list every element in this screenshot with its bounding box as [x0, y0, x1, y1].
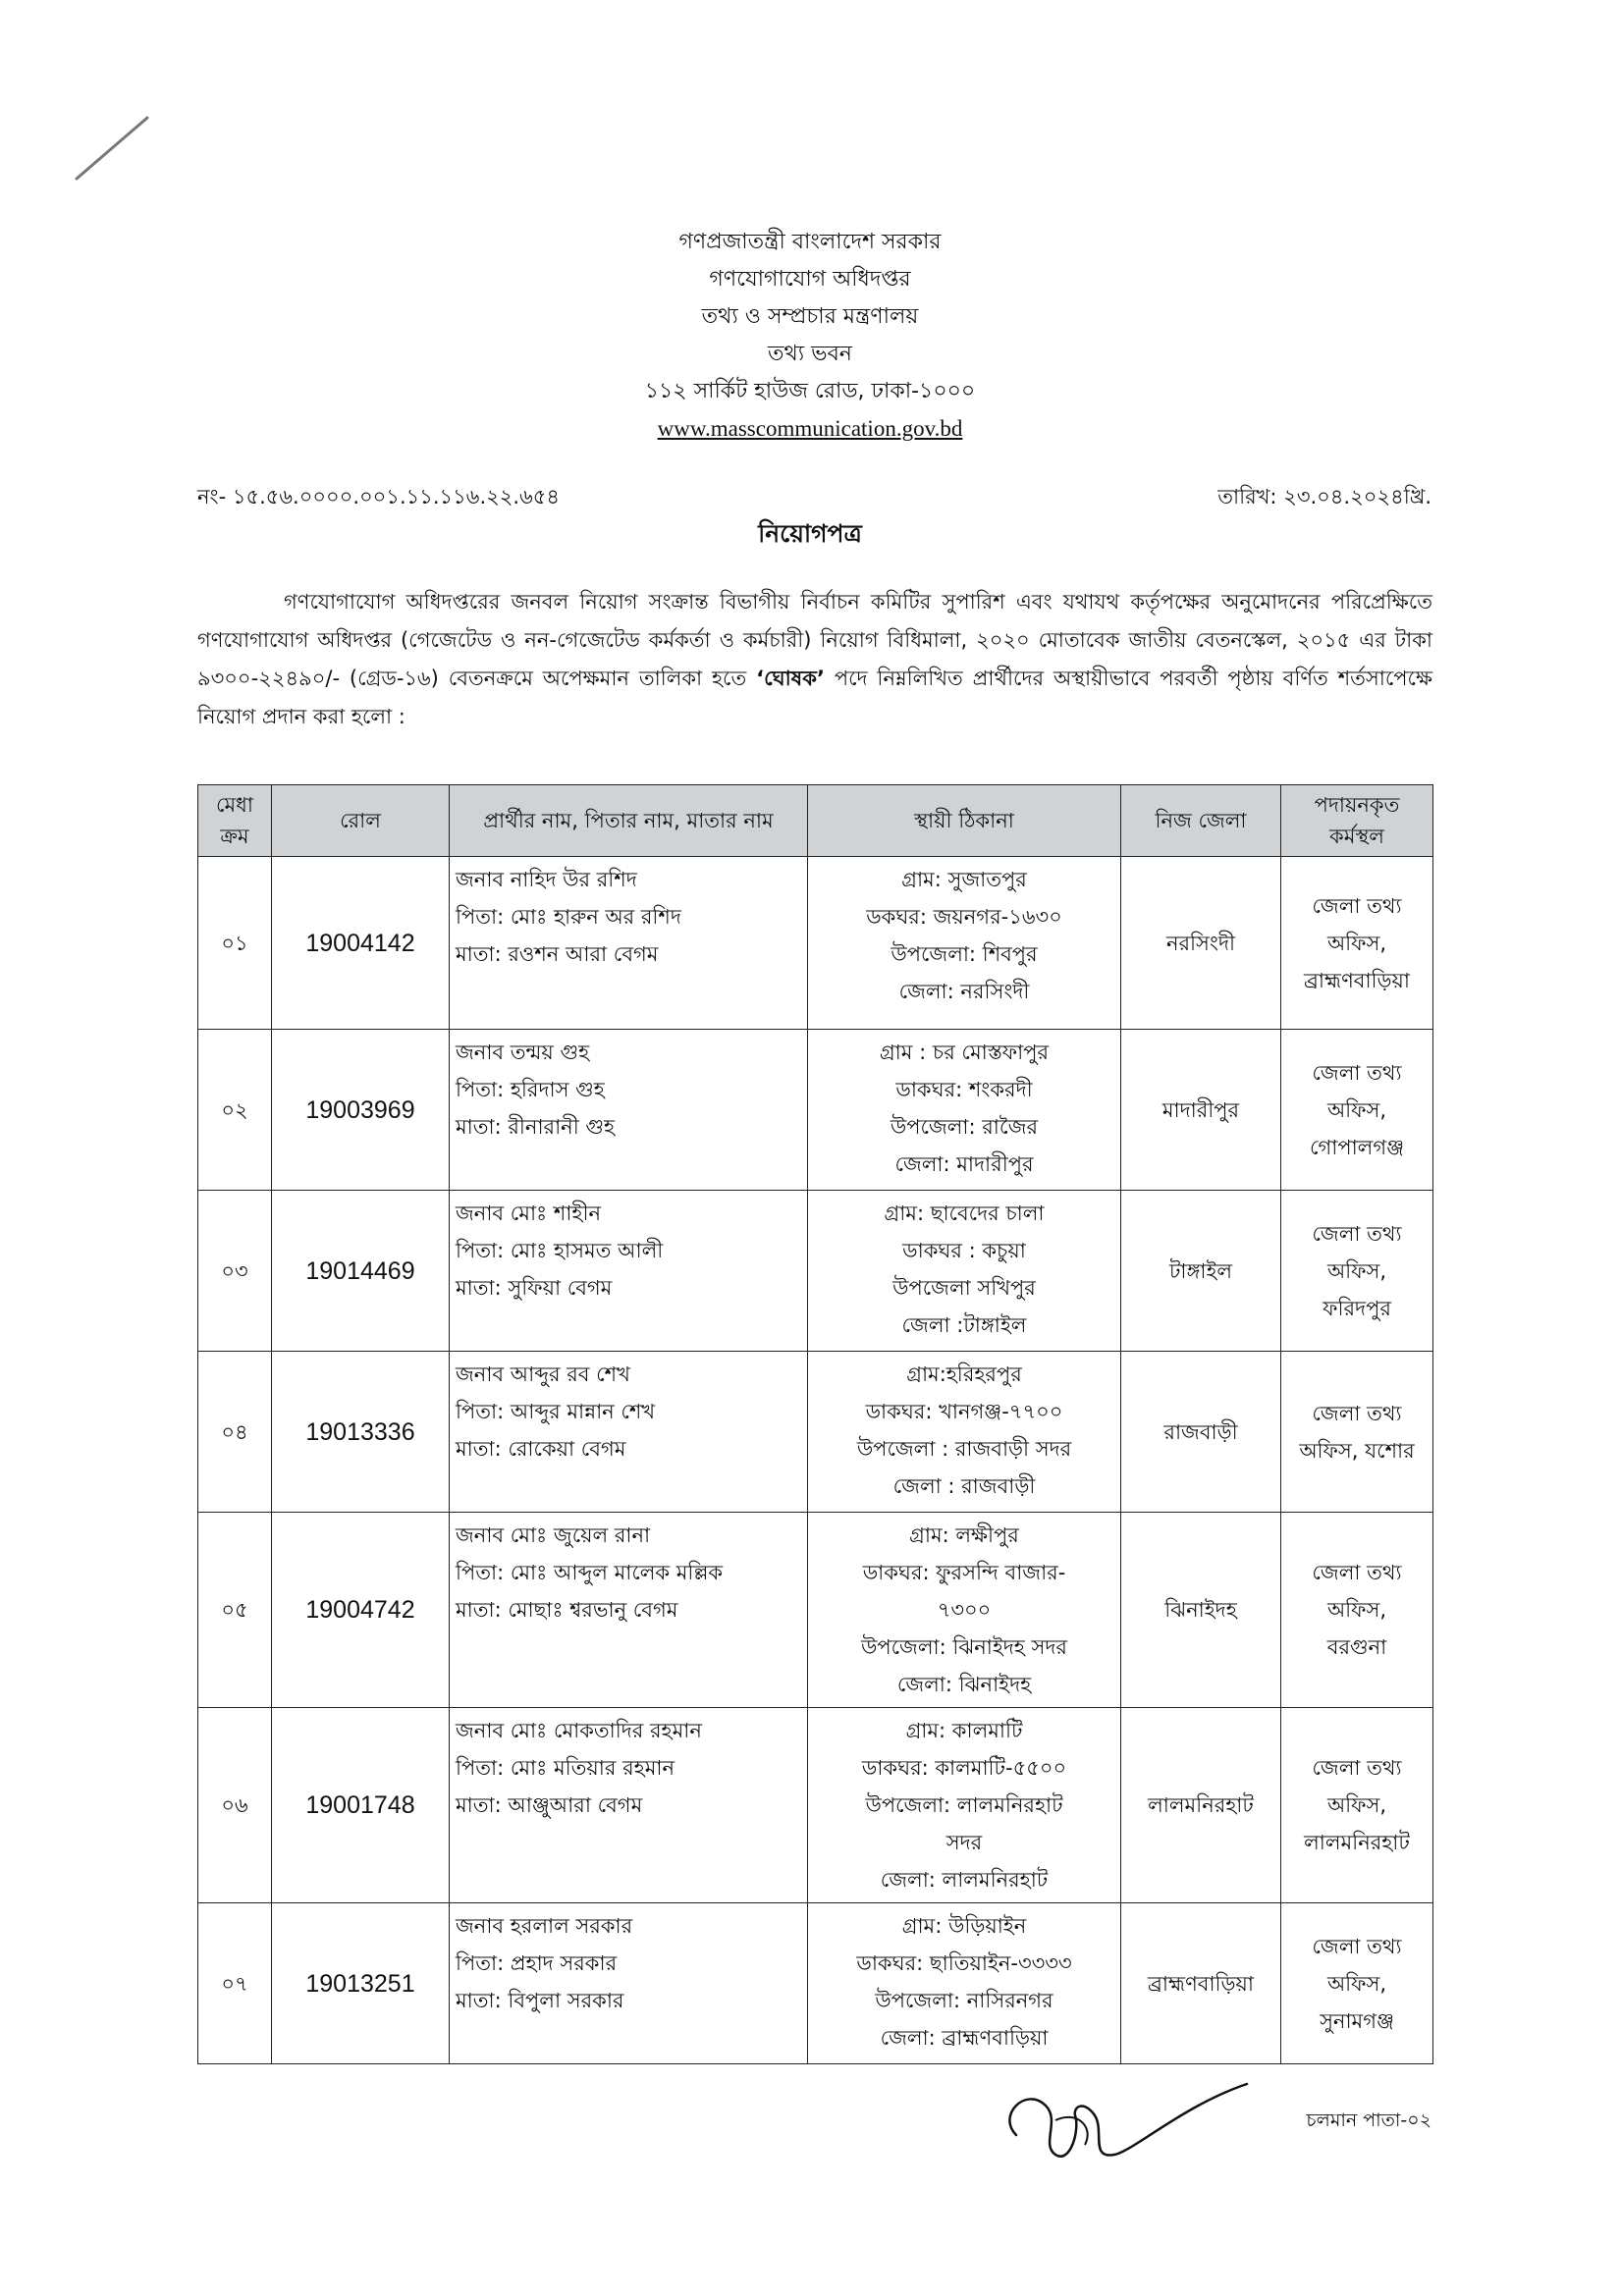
posting-office [1281, 1352, 1433, 1513]
candidate-names [450, 1903, 808, 2064]
address-village: গ্রাম : চর মোস্তফাপুর [879, 1041, 1050, 1064]
col-header-posting: পদায়নকৃত কর্মস্থল [1281, 785, 1433, 857]
candidate-name: জনাব মোঃ মোকতাদির রহমান [456, 1719, 702, 1742]
home-district: নরসিংদী [1121, 857, 1281, 1030]
posting-line: অফিস, [1326, 1598, 1387, 1622]
mother-name: মাতা: রওশন আরা বেগম [456, 942, 659, 966]
merit-serial: ০২ [198, 1030, 272, 1191]
address-post: ডাকঘর: কালমাটি-৫৫০০ [861, 1756, 1067, 1780]
address-village: গ্রাম: সুজাতপুর [901, 868, 1027, 891]
posting-line: অফিস, [1326, 1097, 1387, 1122]
posting-line: জেলা তথ্য [1312, 1221, 1402, 1246]
pen-mark [69, 110, 157, 188]
address-upazila: উপজেলা সখিপুর [892, 1276, 1036, 1300]
table-row [198, 1352, 1433, 1513]
candidate-names [450, 1513, 808, 1708]
body-paragraph [197, 583, 1432, 736]
mother-name: মাতা: বিপুলা সরকার [456, 1989, 624, 2012]
table-row [198, 857, 1433, 1030]
continued-page-note: চলমান পাতা-০২ [1306, 2109, 1431, 2131]
permanent-address [808, 1030, 1121, 1191]
address-upazila: উপজেলা : রাজবাড়ী সদর [856, 1437, 1072, 1461]
posting-line: ফরিদপুর [1323, 1296, 1391, 1320]
memo-number: নং- ১৫.৫৬.০০০০.০০১.১১.১১৬.২২.৬৫৪ [197, 485, 561, 508]
address-post: ডাকঘর: খানগঞ্জ-৭৭০০ [865, 1400, 1063, 1423]
candidate-names [450, 1352, 808, 1513]
home-district: মাদারীপুর [1121, 1030, 1281, 1191]
candidate-names [450, 1708, 808, 1903]
address-post: ডাকঘর: শংকরদী [895, 1078, 1033, 1101]
merit-serial: ০৪ [198, 1352, 272, 1513]
posting-line: লালমনিরহাট [1304, 1831, 1410, 1854]
posting-line: ব্রাহ্মণবাড়িয়া [1303, 968, 1411, 992]
roll-number: 19003969 [272, 1030, 450, 1191]
address-village: গ্রাম: উড়িয়াইন [901, 1914, 1027, 1938]
mother-name: মাতা: আঞ্জুআরা বেগম [456, 1793, 643, 1817]
appointee-table [197, 784, 1433, 2064]
posting-line: অফিস, [1326, 1258, 1387, 1283]
permanent-address [808, 1191, 1121, 1352]
address-village: গ্রাম:হরিহরপুর [906, 1362, 1022, 1386]
col-header-merit: মেধা ক্রম [198, 785, 272, 857]
posting-line: জেলা তথ্য [1312, 1561, 1402, 1584]
candidate-name: জনাব মোঃ জুয়েল রানা [456, 1523, 651, 1547]
post-name: ‘ঘোষক’ [756, 667, 825, 690]
candidate-names [450, 1191, 808, 1352]
address-district: জেলা: ঝিনাইদহ [896, 1673, 1032, 1696]
merit-serial: ০১ [198, 857, 272, 1030]
mother-name: মাতা: মোছাঃ শ্বরভানু বেগম [456, 1598, 678, 1622]
roll-number: 19013336 [272, 1352, 450, 1513]
col-header-address: স্থায়ী ঠিকানা [808, 785, 1121, 857]
roll-number: 19014469 [272, 1191, 450, 1352]
address-district: জেলা: ব্রাহ্মণবাড়িয়া [880, 2026, 1049, 2050]
home-district: রাজবাড়ী [1121, 1352, 1281, 1513]
permanent-address [808, 1352, 1121, 1513]
posting-line: সুনামগঞ্জ [1320, 2008, 1394, 2033]
father-name: পিতা: মোঃ হারুন অর রশিদ [456, 905, 681, 929]
header-line-ministry: তথ্য ও সম্প্রচার মন্ত্রণালয় [701, 304, 919, 329]
website-link[interactable]: www.masscommunication.gov.bd [657, 416, 963, 441]
header-line-govt: গণপ্রজাতন্ত্রী বাংলাদেশ সরকার [678, 230, 942, 254]
address-district: জেলা : রাজবাড়ী [892, 1474, 1036, 1498]
col-header-name: প্রার্থীর নাম, পিতার নাম, মাতার নাম [450, 785, 808, 857]
posting-office [1281, 1708, 1433, 1903]
posting-line: জেলা তথ্য [1312, 893, 1402, 918]
body-text-part1: গণযোগাযোগ অধিদপ্তরের জনবল নিয়োগ সংক্রান্ত বিভাগীয় নির্বাচন কমিটির সুপারিশ এবং যথাযথ কর্তৃপক্ষের অনুমোদনের পরিপ্রেক্ষিতে গণযোগাযোগ অধিদপ্তর (গেজেটেড ও নন-গেজেটেড কর্মকর্তা ও কর্মচারী) নিয়োগ বিধিমালা, ২০২০ মোতাবেক জাতীয় বেতনস্কেল, ২০১৫ এর টাকা ৯৩০০-২২৪৯০/- (গ্রেড-১৬) বেতনক্রমে অপেক্ষমান তালিকা হতে [197, 590, 1432, 690]
table-header-row [198, 785, 1433, 857]
mother-name: মাতা: রোকেয়া বেগম [456, 1437, 626, 1461]
posting-line: বরগুনা [1326, 1635, 1387, 1659]
candidate-name: জনাব হরলাল সরকার [456, 1914, 633, 1938]
posting-line: জেলা তথ্য [1312, 1060, 1402, 1085]
address-post: ডাকঘর: ছাতিয়াইন-৩৩৩৩ [856, 1951, 1072, 1975]
header-line-dept: গণযোগাযোগ অধিদপ্তর [709, 267, 911, 292]
merit-serial: ০৫ [198, 1513, 272, 1708]
letterhead [0, 224, 1620, 448]
roll-number: 19004742 [272, 1513, 450, 1708]
posting-line: জেলা তথ্য [1312, 1401, 1402, 1425]
father-name: পিতা: মোঃ হাসমত আলী [456, 1239, 664, 1262]
address-district: জেলা: মাদারীপুর [894, 1152, 1034, 1176]
address-district: জেলা: লালমনিরহাট [880, 1868, 1049, 1892]
address-district: জেলা: নরসিংদী [898, 980, 1030, 1003]
home-district: টাঙ্গাইল [1121, 1191, 1281, 1352]
address-upazila: উপজেলা: শিবপুর [891, 942, 1038, 966]
address-village: গ্রাম: কালমাটি [905, 1719, 1023, 1742]
permanent-address [808, 1903, 1121, 2064]
address-upazila: উপজেলা: লালমনিরহাট [865, 1793, 1063, 1817]
table-row [198, 1708, 1433, 1903]
posting-office [1281, 857, 1433, 1030]
posting-line: অফিস, [1326, 931, 1387, 955]
posting-line: জেলা তথ্য [1312, 1756, 1402, 1780]
candidate-names [450, 1030, 808, 1191]
candidate-name: জনাব মোঃ শাহীন [456, 1201, 602, 1225]
address-post-code: ৭৩০০ [937, 1598, 992, 1622]
address-post: ডকঘর: জয়নগর-১৬৩০ [866, 905, 1062, 929]
posting-office [1281, 1903, 1433, 2064]
posting-office [1281, 1191, 1433, 1352]
posting-line: অফিস, [1326, 1971, 1387, 1996]
table-row [198, 1030, 1433, 1191]
posting-line: গোপালগঞ্জ [1309, 1135, 1405, 1159]
table-row [198, 1903, 1433, 2064]
address-upazila-cont: সদর [945, 1831, 983, 1854]
permanent-address [808, 1708, 1121, 1903]
posting-office [1281, 1030, 1433, 1191]
merit-serial: ০৩ [198, 1191, 272, 1352]
home-district: লালমনিরহাট [1121, 1708, 1281, 1903]
permanent-address [808, 857, 1121, 1030]
address-post: ডাকঘর : কচুয়া [902, 1239, 1026, 1262]
merit-serial: ০৭ [198, 1903, 272, 2064]
father-name: পিতা: হরিদাস গুহ [456, 1078, 605, 1101]
table-row [198, 1513, 1433, 1708]
document-title: নিয়োগপত্র [758, 519, 862, 548]
roll-number: 19013251 [272, 1903, 450, 2064]
address-village: গ্রাম: ছাবেদের চালা [884, 1201, 1045, 1225]
permanent-address [808, 1513, 1121, 1708]
address-district: জেলা :টাঙ্গাইল [901, 1313, 1027, 1337]
candidate-name: জনাব নাহিদ উর রশিদ [456, 868, 637, 891]
father-name: পিতা: প্রহাদ সরকার [456, 1951, 618, 1975]
memo-date: তারিখ: ২৩.০৪.২০২৪খ্রি. [1217, 485, 1431, 508]
col-header-roll: রোল [272, 785, 450, 857]
posting-line: জেলা তথ্য [1312, 1934, 1402, 1958]
candidate-names [450, 857, 808, 1030]
father-name: পিতা: মোঃ আব্দুল মালেক মল্লিক [456, 1561, 724, 1584]
father-name: পিতা: মোঃ মতিয়ার রহমান [456, 1756, 675, 1780]
home-district: ব্রাহ্মণবাড়িয়া [1121, 1903, 1281, 2064]
header-line-address: ১১২ সার্কিট হাউজ রোড, ঢাকা-১০০০ [644, 379, 976, 403]
col-header-district: নিজ জেলা [1121, 785, 1281, 857]
posting-office [1281, 1513, 1433, 1708]
address-upazila: উপজেলা: নাসিরনগর [875, 1989, 1053, 2012]
address-upazila: উপজেলা: রাজৈর [890, 1115, 1039, 1139]
table-row [198, 1191, 1433, 1352]
candidate-name: জনাব তন্ময় গুহ [456, 1041, 590, 1064]
header-line-building: তথ্য ভবন [768, 342, 852, 366]
home-district: ঝিনাইদহ [1121, 1513, 1281, 1708]
candidate-name: জনাব আব্দুর রব শেখ [456, 1362, 630, 1386]
posting-line: অফিস, যশোর [1299, 1438, 1415, 1463]
roll-number: 19001748 [272, 1708, 450, 1903]
roll-number: 19004142 [272, 857, 450, 1030]
signature-icon [987, 2076, 1262, 2174]
merit-serial: ০৬ [198, 1708, 272, 1903]
address-upazila: উপজেলা: ঝিনাইদহ সদর [861, 1635, 1067, 1659]
father-name: পিতা: আব্দুর মান্নান শেখ [456, 1400, 656, 1423]
body-text-part2: পদে নিম্নলিখিত প্রার্থীদের অস্থায়ীভাবে পরবর্তী পৃষ্ঠায় বর্ণিত শর্তসাপেক্ষে নিয়োগ প্রদান করা হলো : [197, 667, 1432, 728]
address-post: ডাকঘর: ফুরসন্দি বাজার- [862, 1561, 1066, 1584]
mother-name: মাতা: সুফিয়া বেগম [456, 1276, 613, 1300]
mother-name: মাতা: রীনারানী গুহ [456, 1115, 616, 1139]
posting-line: অফিস, [1326, 1793, 1387, 1817]
address-village: গ্রাম: লক্ষীপুর [909, 1523, 1019, 1547]
